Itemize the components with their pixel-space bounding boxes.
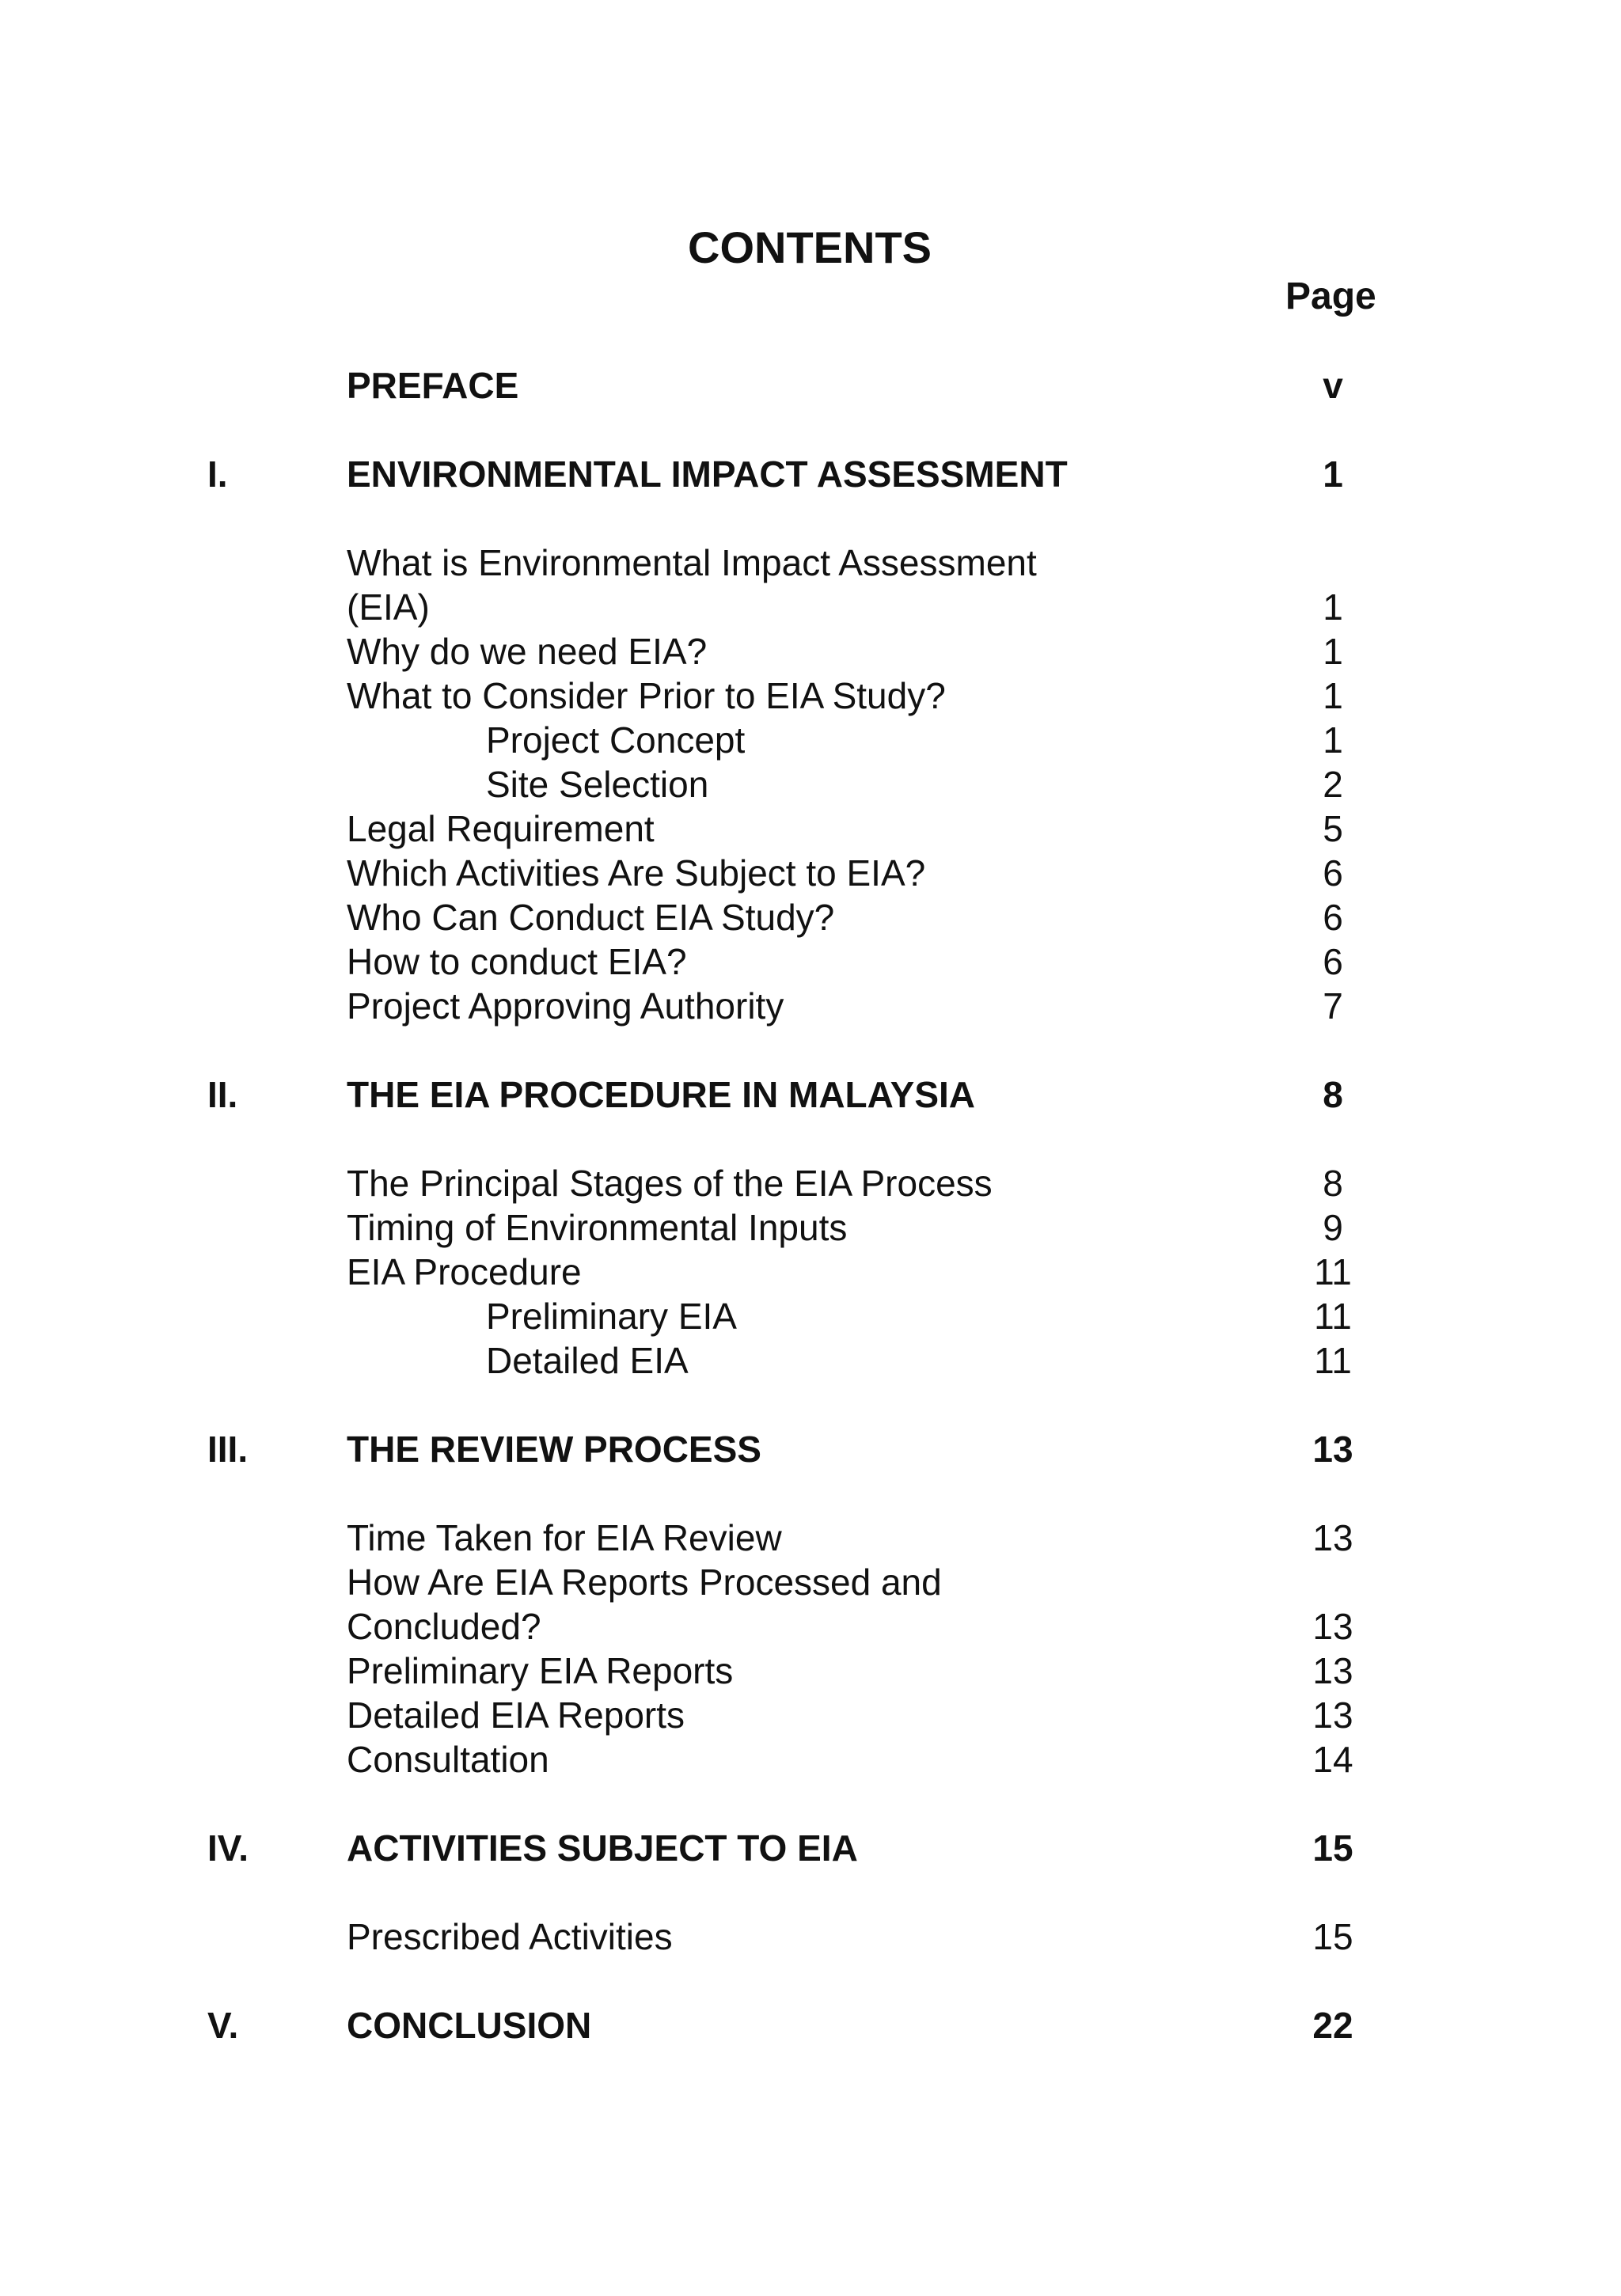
toc-section-1 bbox=[0, 452, 1621, 496]
toc-label: Who Can Conduct EIA Study? bbox=[347, 897, 835, 938]
toc-label: What is Environmental Impact Assessment bbox=[347, 542, 1037, 583]
toc-entry bbox=[0, 1516, 1621, 1560]
toc-page: 15 bbox=[1312, 1916, 1353, 1957]
toc-entry bbox=[0, 629, 1621, 674]
toc-label: Prescribed Activities bbox=[347, 1916, 673, 1957]
toc-section-5 bbox=[0, 2003, 1621, 2047]
toc-label: (EIA) bbox=[347, 586, 430, 628]
toc-label: Site Selection bbox=[486, 764, 709, 805]
toc-label: The Principal Stages of the EIA Process bbox=[347, 1163, 993, 1204]
toc-label: Detailed EIA Reports bbox=[347, 1694, 685, 1736]
toc-label: THE EIA PROCEDURE IN MALAYSIA bbox=[347, 1074, 976, 1115]
toc-label: PREFACE bbox=[347, 365, 519, 406]
toc-page: 9 bbox=[1323, 1207, 1343, 1248]
toc-entry-preface bbox=[0, 363, 1621, 408]
toc-page: 1 bbox=[1323, 454, 1343, 495]
toc-page: 1 bbox=[1323, 586, 1343, 628]
toc-entry bbox=[0, 851, 1621, 895]
toc-page: 6 bbox=[1323, 941, 1343, 982]
toc-page: 13 bbox=[1312, 1606, 1353, 1647]
toc-label: CONCLUSION bbox=[347, 2005, 592, 2046]
section-number: III. bbox=[207, 1429, 249, 1470]
toc-entry bbox=[0, 1737, 1621, 1782]
section-number: I. bbox=[207, 454, 228, 495]
toc-entry bbox=[0, 806, 1621, 851]
toc-page: 13 bbox=[1312, 1517, 1353, 1558]
toc-entry bbox=[0, 1560, 1621, 1604]
toc-page: 1 bbox=[1323, 719, 1343, 761]
toc-entry bbox=[0, 1604, 1621, 1649]
toc-label: ACTIVITIES SUBJECT TO EIA bbox=[347, 1827, 858, 1869]
toc-entry bbox=[0, 541, 1621, 585]
toc-entry bbox=[0, 585, 1621, 629]
toc-entry bbox=[0, 1250, 1621, 1294]
toc-label: Timing of Environmental Inputs bbox=[347, 1207, 848, 1248]
toc-label: Project Concept bbox=[486, 719, 746, 761]
toc-label: THE REVIEW PROCESS bbox=[347, 1429, 761, 1470]
toc-entry bbox=[0, 1693, 1621, 1737]
toc-subentry bbox=[0, 718, 1621, 762]
toc-section-3 bbox=[0, 1427, 1621, 1471]
toc-label: Concluded? bbox=[347, 1606, 541, 1647]
toc-page: 6 bbox=[1323, 852, 1343, 894]
toc-entry bbox=[0, 984, 1621, 1028]
toc-subentry bbox=[0, 1338, 1621, 1383]
toc-label: Detailed EIA bbox=[486, 1340, 689, 1381]
toc-page: 11 bbox=[1314, 1340, 1352, 1381]
toc-page: v bbox=[1323, 365, 1343, 406]
section-number: II. bbox=[207, 1074, 238, 1115]
page-column-header: Page bbox=[1285, 275, 1376, 317]
toc-label: What to Consider Prior to EIA Study? bbox=[347, 675, 946, 716]
toc-page: 8 bbox=[1323, 1074, 1343, 1115]
toc-subentry bbox=[0, 1294, 1621, 1338]
toc-page: 14 bbox=[1312, 1739, 1353, 1780]
toc-page: 15 bbox=[1312, 1827, 1353, 1869]
toc-page: 5 bbox=[1323, 808, 1343, 849]
toc-entry bbox=[0, 1649, 1621, 1693]
toc-page: 22 bbox=[1312, 2005, 1353, 2046]
toc-label: ENVIRONMENTAL IMPACT ASSESSMENT bbox=[347, 454, 1068, 495]
section-number: V. bbox=[207, 2005, 239, 2046]
toc-section-4 bbox=[0, 1826, 1621, 1870]
toc-page: 2 bbox=[1323, 764, 1343, 805]
toc-label: How to conduct EIA? bbox=[347, 941, 687, 982]
toc-label: Which Activities Are Subject to EIA? bbox=[347, 852, 926, 894]
toc-entry bbox=[0, 1915, 1621, 1959]
toc-entry bbox=[0, 1161, 1621, 1205]
toc-page: 6 bbox=[1323, 897, 1343, 938]
toc-page: 13 bbox=[1312, 1429, 1353, 1470]
toc-page: 11 bbox=[1314, 1296, 1352, 1337]
toc-label: How Are EIA Reports Processed and bbox=[347, 1562, 942, 1603]
toc-page: 13 bbox=[1312, 1650, 1353, 1691]
toc-label: Time Taken for EIA Review bbox=[347, 1517, 782, 1558]
toc-page: 1 bbox=[1323, 675, 1343, 716]
toc-page: 11 bbox=[1314, 1251, 1352, 1292]
toc-label: Preliminary EIA Reports bbox=[347, 1650, 734, 1691]
toc-label: EIA Procedure bbox=[347, 1251, 582, 1292]
toc-page: 8 bbox=[1323, 1163, 1343, 1204]
toc-page: 1 bbox=[1323, 631, 1343, 672]
toc-entry bbox=[0, 939, 1621, 984]
page-title: CONTENTS bbox=[688, 222, 932, 272]
section-number: IV. bbox=[207, 1827, 249, 1869]
toc-entry bbox=[0, 674, 1621, 718]
toc-label: Consultation bbox=[347, 1739, 549, 1780]
toc-subentry bbox=[0, 762, 1621, 806]
toc-label: Why do we need EIA? bbox=[347, 631, 708, 672]
toc-label: Project Approving Authority bbox=[347, 985, 784, 1027]
toc-page: 7 bbox=[1323, 985, 1343, 1027]
toc-section-2 bbox=[0, 1072, 1621, 1117]
toc-label: Legal Requirement bbox=[347, 808, 655, 849]
toc-entry bbox=[0, 1205, 1621, 1250]
toc-page: 13 bbox=[1312, 1694, 1353, 1736]
toc-label: Preliminary EIA bbox=[486, 1296, 737, 1337]
toc-entry bbox=[0, 895, 1621, 939]
